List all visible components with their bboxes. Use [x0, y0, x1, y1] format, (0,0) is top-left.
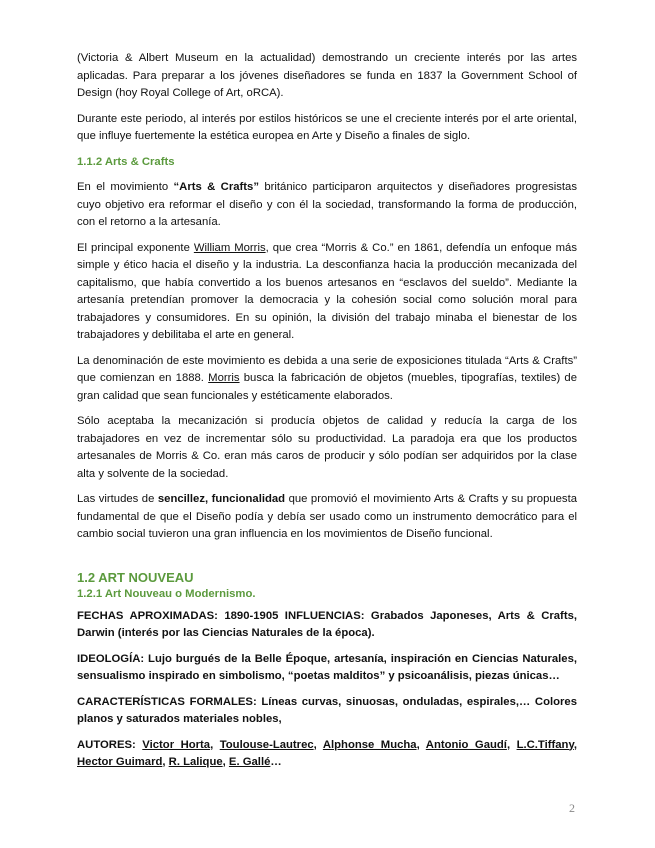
text-run: El principal exponente [77, 241, 194, 254]
section-heading-art-nouveau: 1.2 ART NOUVEAU [77, 569, 194, 585]
text-run: La denominación de este movimiento es debida a una serie de exposiciones titulada “Arts & Crafts” que comienzan en 1888. [77, 354, 577, 384]
author-link[interactable]: L.C.Tiffany [516, 738, 574, 751]
link-william-morris[interactable]: William Morris [193, 241, 266, 254]
text-run: que promovió el movimiento Arts & Crafts y su propuesta fundamental de que el Diseño podía y debía ser usado como un instrumento democrático para el cambio social tuvieron una gran influencia en los movimientos de Diseño funcional. [77, 493, 577, 540]
author-link[interactable]: Alphonse Mucha [322, 738, 417, 751]
author-link[interactable]: Antonio Gaudí [425, 738, 507, 751]
author-link[interactable]: Hector Guimard [77, 756, 163, 768]
text-run: , que crea “Morris & Co.” en 1861, defendía un enfoque más simple y ético hacia el diseño y la industria. La desconfianza hacia la producción mecanizada del capitalismo, que había convertido a los buenos artesanos en “esclavos del sueldo”. Mediante la artesanía pretendían promover la democracia y la cohesión social como solución moral para trabajadores y consumidores. En su opinión, la división del trabajo minaba el bienestar de los trabajadores y debilitaba el arte en general. [77, 241, 577, 341]
paragraph-autores [77, 737, 577, 772]
author-link[interactable]: E. Gallé [228, 756, 271, 768]
paragraph-oriental: Durante este periodo, al interés por estilos históricos se une el creciente interés por el arte oriental, que influye fuertemente la estética europea en Arte y Diseño a finales de siglo. [77, 112, 577, 142]
paragraph-museum: (Victoria & Albert Museum en la actualidad) demostrando un creciente interés por las artes aplicadas. Para preparar a los jóvenes diseñadores se funda en 1837 la Government School of Design (hoy Royal College of Art, oRCA). [77, 52, 577, 99]
paragraph-virtues [77, 491, 577, 544]
section-heading-arts-crafts: 1.1.2 Arts & Crafts [77, 155, 175, 168]
subsection-heading-modernismo: 1.2.1 Art Nouveau o Modernismo. [77, 587, 256, 600]
bold-term: “Arts & Crafts” [173, 181, 259, 193]
autores-list: Victor Horta, Toulouse-Lautrec, Alphonse Mucha, Antonio Gaudí, L.C.Tiffany, Hector Guimard, R. Lalique, E. Gallé… [77, 738, 578, 768]
paragraph-morris [77, 240, 577, 345]
author-link[interactable]: R. Lalique [168, 756, 223, 768]
text-run: Las virtudes de [77, 493, 158, 505]
author-link[interactable]: Victor Horta [142, 738, 211, 751]
text-run: busca la fabricación de objetos (muebles, tipografías, textiles) de gran calidad que sean funcionales y estéticamente elaborados. [77, 372, 577, 402]
paragraph-fechas: FECHAS APROXIMADAS: 1890-1905 INFLUENCIAS: Grabados Japoneses, Arts & Crafts, Darwin (interés por las Ciencias Naturales de la época). [77, 609, 577, 639]
author-link[interactable]: Toulouse-Lautrec [219, 738, 314, 751]
text-run: británico participaron arquitectos y diseñadores progresistas cuyo objetivo era reformar el diseño y con él la sociedad, transformando la forma de producción, con el retorno a la artesanía. [77, 181, 577, 228]
page-number: 2 [569, 801, 575, 815]
paragraph-movement [77, 179, 577, 232]
paragraph-caracteristicas: CARACTERÍSTICAS FORMALES: Líneas curvas, sinuosas, onduladas, espirales,… Colores planos y saturados materiales nobles, [77, 695, 577, 725]
link-morris[interactable]: Morris [208, 372, 240, 384]
paragraph-ideologia: IDEOLOGÍA: Lujo burgués de la Belle Époque, artesanía, inspiración en Ciencias Naturales, sensualismo inspirado en simbolismo, “poetas malditos” y psicoanálisis, piezas únicas… [77, 652, 577, 682]
page-content [77, 50, 577, 780]
bold-term: sencillez, funcionalidad [157, 493, 286, 505]
text-run: En el movimiento [77, 181, 174, 193]
autores-label: AUTORES: [77, 738, 143, 751]
paragraph-mechanization: Sólo aceptaba la mecanización si producía objetos de calidad y reducía la carga de los trabajadores en vez de incrementar sólo su productividad. La paradoja era que los productos artesanales de Morris & Co. eran más caros de producir y sólo podían ser adquiridos por la clase alta y solvente de la sociedad. [77, 415, 577, 480]
paragraph-denomination [77, 353, 577, 406]
